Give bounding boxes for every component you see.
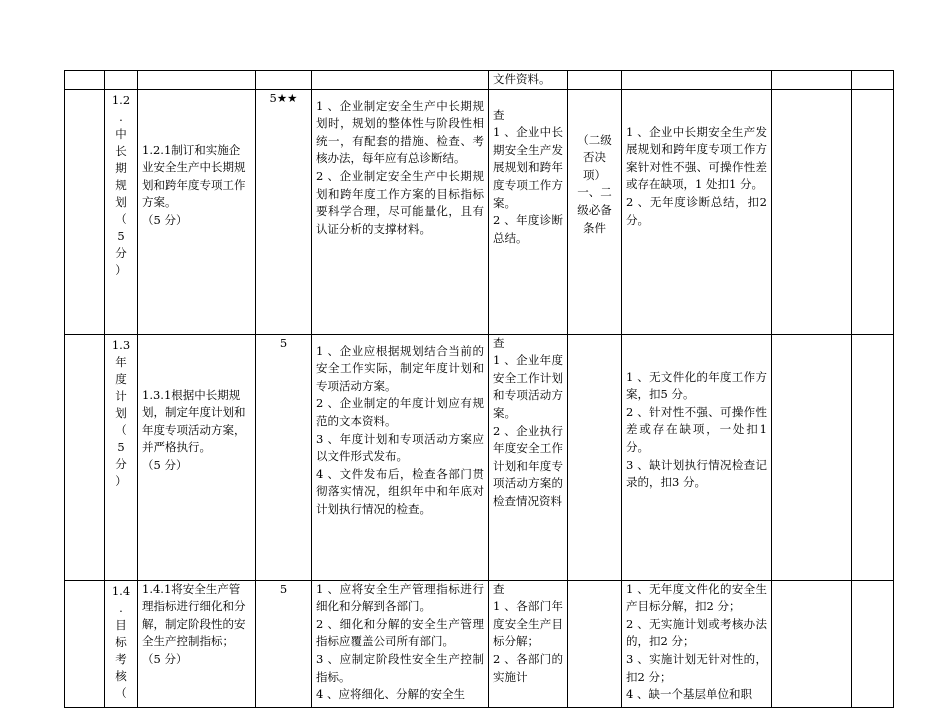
- item-vertical-label: 1.2 . 中 长 期 规 划 （ 5 分 ）: [105, 89, 138, 334]
- cell-category: [65, 89, 105, 334]
- cell-requirement: 1 、企业制定安全生产中长期规划时，规划的整体性与阶段性相统一，有配套的措施、检查、考核办法，每年应有总诊断结。 2 、企业制定安全生产中长期规划和跨年度工作方案的目标指标要科学合理，尽可能量化，且有认证分析的支撑材料。: [312, 89, 489, 334]
- cell-evidence: 查 1 、企业中长期安全生产发展规划和跨年度专项工作方案。 2 、年度诊断总结。: [489, 89, 568, 334]
- cell-score: 5: [256, 580, 312, 707]
- cell-extra: [852, 71, 894, 90]
- cell-requirement: 1 、企业应根据规划结合当前的安全工作实际，制定年度计划和专项活动方案。 2 、企业制定的年度计划应有规范的文本资料。 3 、年度计划和专项活动方案应以文件形式发布。 4 、文件发布后，检查各部门贯彻落实情况，组织年中和年底对计划执行情况的检查。: [312, 334, 489, 580]
- cell-deduction: 1 、无年度文件化的安全生产目标分解，扣2 分； 2 、无实施计划或考核办法的，扣2 分； 3 、实施计划无针对性的，扣2 分； 4 、缺一个基层单位和职: [622, 580, 772, 707]
- table-row: [65, 580, 894, 707]
- cell-requirement: [312, 71, 489, 90]
- cell-extra: [772, 89, 852, 334]
- cell-evidence: 文件资料。: [489, 71, 568, 90]
- item-vertical-label: 1.4 . 目 标 考 核 （: [105, 580, 138, 707]
- cell-evidence: 查 1 、企业年度安全工作计划和专项活动方案。 2 、企业执行年度安全工作计划和年度专项活动方案的检查情况资料: [489, 334, 568, 580]
- cell-deduction: [622, 71, 772, 90]
- cell-deduction: 1 、企业中长期安全生产发展规划和跨年度专项工作方案针对性不强、可操作性差或存在缺项，1 处扣1 分。 2 、无年度诊断总结，扣2 分。: [622, 89, 772, 334]
- cell-requirement: 1 、应将安全生产管理指标进行细化和分解到各部门。 2 、细化和分解的安全生产管理指标应覆盖公司所有部门。 3 、应制定阶段性安全生产控制指标。 4 、应将细化、分解的安全生: [312, 580, 489, 707]
- cell-standard: 1.2.1制订和实施企业安全生产中长期规划和跨年度专项工作方案。 （5 分）: [138, 89, 256, 334]
- table-row: [65, 89, 894, 334]
- item-vertical-label: 1.3 年 度 计 划 （ 5 分 ）: [105, 334, 138, 580]
- cell-standard: 1.4.1将安全生产管理指标进行细化和分解，制定阶段性的安全生产控制指标； （5 分）: [138, 580, 256, 707]
- cell-score: [256, 71, 312, 90]
- table-row: [65, 71, 894, 90]
- cell-level: [568, 580, 622, 707]
- cell-score: 5: [256, 334, 312, 580]
- cell-extra: [852, 89, 894, 334]
- cell-score: 5★★: [256, 89, 312, 334]
- cell-extra: [852, 334, 894, 580]
- cell-level: [568, 334, 622, 580]
- cell-evidence: 查 1 、各部门年度安全生产目标分解； 2 、各部门的实施计: [489, 580, 568, 707]
- cell-level: [568, 71, 622, 90]
- cell-level: （二级否决项） 一、二级必备条件: [568, 89, 622, 334]
- cell-standard: 1.3.1根据中长期规划，制定年度计划和年度专项活动方案，并严格执行。 （5 分）: [138, 334, 256, 580]
- table-row: [65, 334, 894, 580]
- cell-category: [65, 71, 105, 90]
- cell-deduction: 1 、无文件化的年度工作方案，扣5 分。 2 、针对性不强、可操作性差或存在缺项，一处扣1 分。 3 、缺计划执行情况检查记录的，扣3 分。: [622, 334, 772, 580]
- cell-extra: [852, 580, 894, 707]
- cell-category: [65, 580, 105, 707]
- cell-category: [65, 334, 105, 580]
- standards-table: [64, 70, 894, 708]
- cell-item: [105, 71, 138, 90]
- cell-extra: [772, 71, 852, 90]
- cell-extra: [772, 580, 852, 707]
- cell-extra: [772, 334, 852, 580]
- cell-standard: [138, 71, 256, 90]
